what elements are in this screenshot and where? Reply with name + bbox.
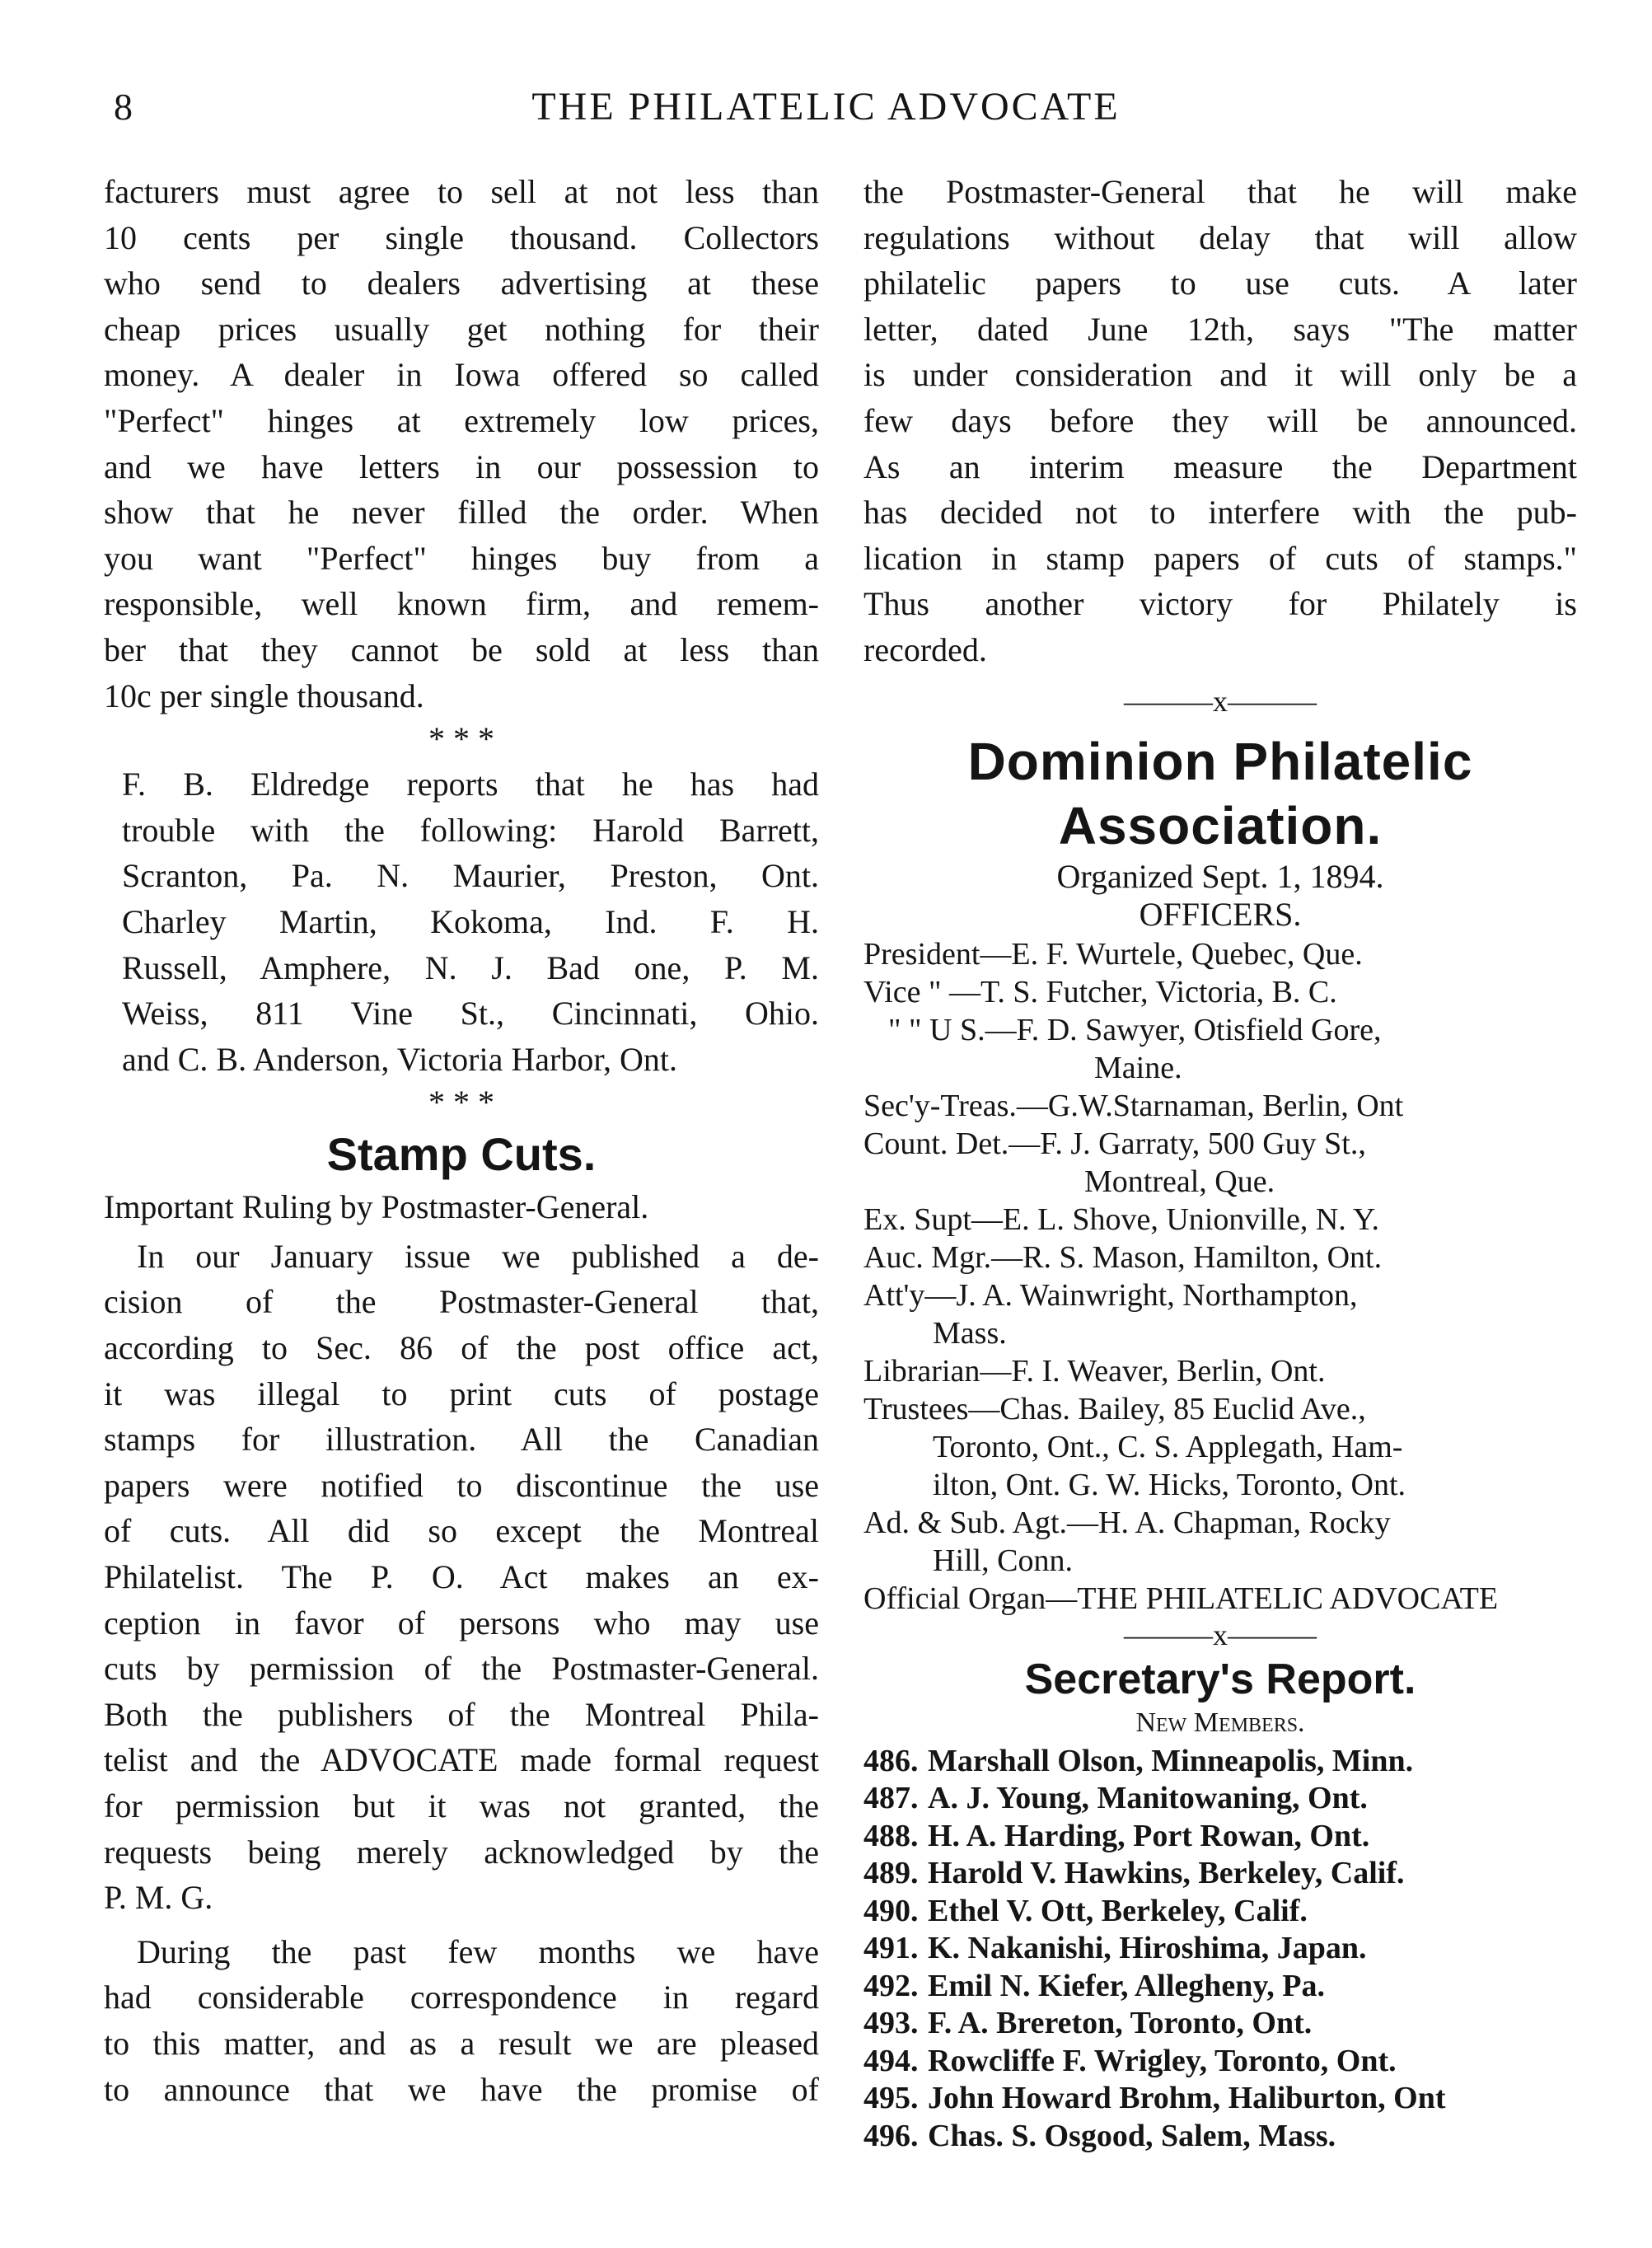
member-entry [863,1968,1577,2006]
text-line: papers were notified to discontinue the use [104,1466,819,1504]
member-entry [863,2043,1577,2081]
officer-line: Montreal, Que. [1084,1164,1275,1199]
text-line: and C. B. Anderson, Victoria Harbor, Ont. [122,1040,678,1078]
officer-line: Auc. Mgr.—R. S. Mason, Hamilton, Ont. [863,1239,1383,1275]
text-line: ception in favor of persons who may use [104,1604,819,1642]
member-number: 487. [863,1781,919,1816]
text-line: facturers must agree to sell at not less than [104,173,819,210]
text-line: P. M. G. [104,1879,213,1917]
correspondence-paragraph [104,1929,819,2112]
text-line: Charley Martin, Kokoma, Ind. F. H. [122,902,819,940]
member-name: K. Nakanishi, Hiroshima, Japan. [928,1931,1367,1966]
member-entry [863,2118,1577,2156]
officers-heading: OFFICERS. [1139,895,1302,933]
member-name: H. A. Harding, Port Rowan, Ont. [928,1818,1370,1853]
member-number: 494. [863,2043,919,2078]
text-line: responsible, well known firm, and remem- [104,585,819,623]
text-line: for permission but it was not granted, the [104,1787,819,1824]
text-line: cision of the Postmaster-General that, [104,1283,819,1321]
officer-line: Mass. [933,1315,1007,1351]
officer-line: Trustees—Chas. Bailey, 85 Euclid Ave., [863,1391,1366,1426]
text-line: regulations without delay that will allow [863,218,1577,256]
text-line: is under consideration and it will only be a [863,356,1577,394]
member-entry [863,2080,1577,2118]
text-line: of cuts. All did so except the Montreal [104,1512,819,1550]
member-name: F. A. Brereton, Toronto, Ont. [928,2006,1313,2041]
association-title-line: Association. [1058,795,1383,855]
association-title-line: Dominion Philatelic [967,731,1473,791]
text-line: show that he never filled the order. When [104,494,819,532]
section-separator: ———x——— [1124,1618,1317,1651]
officer-line: Toronto, Ont., C. S. Applegath, Ham- [933,1429,1403,1464]
text-line: Both the publishers of the Montreal Phila- [104,1695,819,1733]
intro-paragraph [104,169,819,719]
section-divider-stars: * * * [428,1084,494,1122]
text-line: telist and the ADVOCATE made formal request [104,1741,819,1779]
member-entry [863,1780,1577,1818]
officer-line: Ex. Supt—E. L. Shove, Unionville, N. Y. [863,1201,1379,1237]
text-line: F. B. Eldredge reports that he has had [122,766,819,803]
text-line: and we have letters in our possession to [104,447,819,485]
text-line: cheap prices usually get nothing for their [104,310,819,348]
continuation-paragraph [863,169,1577,673]
officer-line: Ad. & Sub. Agt.—H. A. Chapman, Rocky [863,1505,1391,1540]
text-line: 10 cents per single thousand. Collectors [104,218,819,256]
running-head: THE PHILATELIC ADVOCATE [531,85,1121,129]
text-line: Russell, Amphere, N. J. Bad one, P. M. [122,948,819,986]
text-line: requests being merely acknowledged by the [104,1833,819,1871]
member-name: Ethel V. Ott, Berkeley, Calif. [928,1893,1308,1928]
member-entry [863,1855,1577,1893]
left-column [104,169,819,2112]
member-entry [863,1893,1577,1931]
text-line: trouble with the following: Harold Barrett, [122,811,819,849]
member-entry [863,1930,1577,1968]
text-line: 10c per single thousand. [104,677,424,714]
ruling-paragraph [104,1234,819,1921]
article-title: Stamp Cuts. [326,1128,597,1181]
member-number: 495. [863,2081,919,2116]
text-line: has decided not to interfere with the pub- [863,494,1577,532]
member-entry [863,1743,1577,1781]
text-line: according to Sec. 86 of the post office act, [104,1329,819,1367]
eldredge-paragraph [104,761,819,1082]
official-organ-line: Official Organ—THE PHILATELIC ADVOCATE [863,1581,1499,1616]
member-number: 493. [863,2006,919,2041]
new-members-heading: New Members. [1135,1707,1305,1738]
officer-line: " " U S.—F. D. Sawyer, Otisfield Gore, [888,1012,1382,1047]
member-name: John Howard Brohm, Haliburton, Ont [928,2081,1446,2116]
article-subtitle: Important Ruling by Postmaster-General. [104,1188,649,1226]
officer-line: Sec'y-Treas.—G.W.Starnaman, Berlin, Ont [863,1088,1404,1123]
member-name: Marshall Olson, Minneapolis, Minn. [928,1743,1414,1778]
member-name: Harold V. Hawkins, Berkeley, Calif. [928,1856,1405,1891]
text-line: Thus another victory for Philately is [863,585,1577,623]
text-line: to this matter, and as a result we are pleased [104,2024,819,2062]
text-line: few days before they will be announced. [863,401,1577,439]
officer-line: Count. Det.—F. J. Garraty, 500 Guy St., [863,1126,1366,1161]
member-number: 486. [863,1743,919,1778]
member-number: 488. [863,1818,919,1853]
text-line: "Perfect" hinges at extremely low prices, [104,401,819,439]
organized-date: Organized Sept. 1, 1894. [1056,857,1384,895]
officers-list [863,935,1577,1618]
member-name: A. J. Young, Manitowaning, Ont. [928,1781,1368,1816]
text-line: philatelic papers to use cuts. A later [863,265,1577,302]
member-number: 489. [863,1856,919,1891]
association-title [863,729,1577,858]
text-line: who send to dealers advertising at these [104,265,819,302]
members-list [863,1743,1577,2156]
report-title: Secretary's Report. [1024,1655,1416,1703]
member-name: Rowcliffe F. Wrigley, Toronto, Ont. [928,2043,1397,2078]
text-line: Scranton, Pa. N. Maurier, Preston, Ont. [122,857,819,895]
text-line: you want "Perfect" hinges buy from a [104,539,819,577]
text-line: In our January issue we published a de- [137,1237,819,1275]
member-number: 491. [863,1931,919,1966]
member-number: 490. [863,1893,919,1928]
text-line: letter, dated June 12th, says "The matter [863,310,1577,348]
officer-line: Vice " —T. S. Futcher, Victoria, B. C. [863,974,1337,1009]
text-line: cuts by permission of the Postmaster-General. [104,1650,819,1688]
page-number: 8 [114,86,133,128]
text-line: stamps for illustration. All the Canadian [104,1421,819,1459]
officer-line: Hill, Conn. [933,1543,1073,1578]
officer-line: Att'y—J. A. Wainwright, Northampton, [863,1277,1358,1313]
text-line: As an interim measure the Department [863,447,1577,485]
member-entry [863,1818,1577,1856]
text-line: During the past few months we have [137,1932,819,1970]
text-line: had considerable correspondence in regard [104,1979,819,2016]
text-line: it was illegal to print cuts of postage [104,1375,819,1412]
officer-line: ilton, Ont. G. W. Hicks, Toronto, Ont. [933,1467,1406,1502]
section-separator: ———x——— [1124,684,1317,718]
member-entry [863,2005,1577,2043]
page-header [0,82,1652,140]
text-line: money. A dealer in Iowa offered so called [104,356,819,394]
member-name: Emil N. Kiefer, Allegheny, Pa. [928,1968,1326,2003]
officer-line: President—E. F. Wurtele, Quebec, Que. [863,936,1363,972]
member-name: Chas. S. Osgood, Salem, Mass. [928,2118,1336,2153]
text-line: the Postmaster-General that he will make [863,173,1577,210]
officer-line: Maine. [1094,1050,1182,1085]
section-divider-stars: * * * [428,720,494,758]
text-line: to announce that we have the promise of [104,2070,819,2108]
text-line: lication in stamp papers of cuts of stamps." [863,539,1577,577]
text-line: recorded. [863,630,987,668]
right-column [863,169,1577,2155]
member-number: 496. [863,2118,919,2153]
member-number: 492. [863,1968,919,2003]
text-line: ber that they cannot be sold at less than [104,630,819,668]
text-line: Philatelist. The P. O. Act makes an ex- [104,1558,819,1596]
text-line: Weiss, 811 Vine St., Cincinnati, Ohio. [122,995,819,1033]
officer-line: Librarian—F. I. Weaver, Berlin, Ont. [863,1353,1326,1389]
